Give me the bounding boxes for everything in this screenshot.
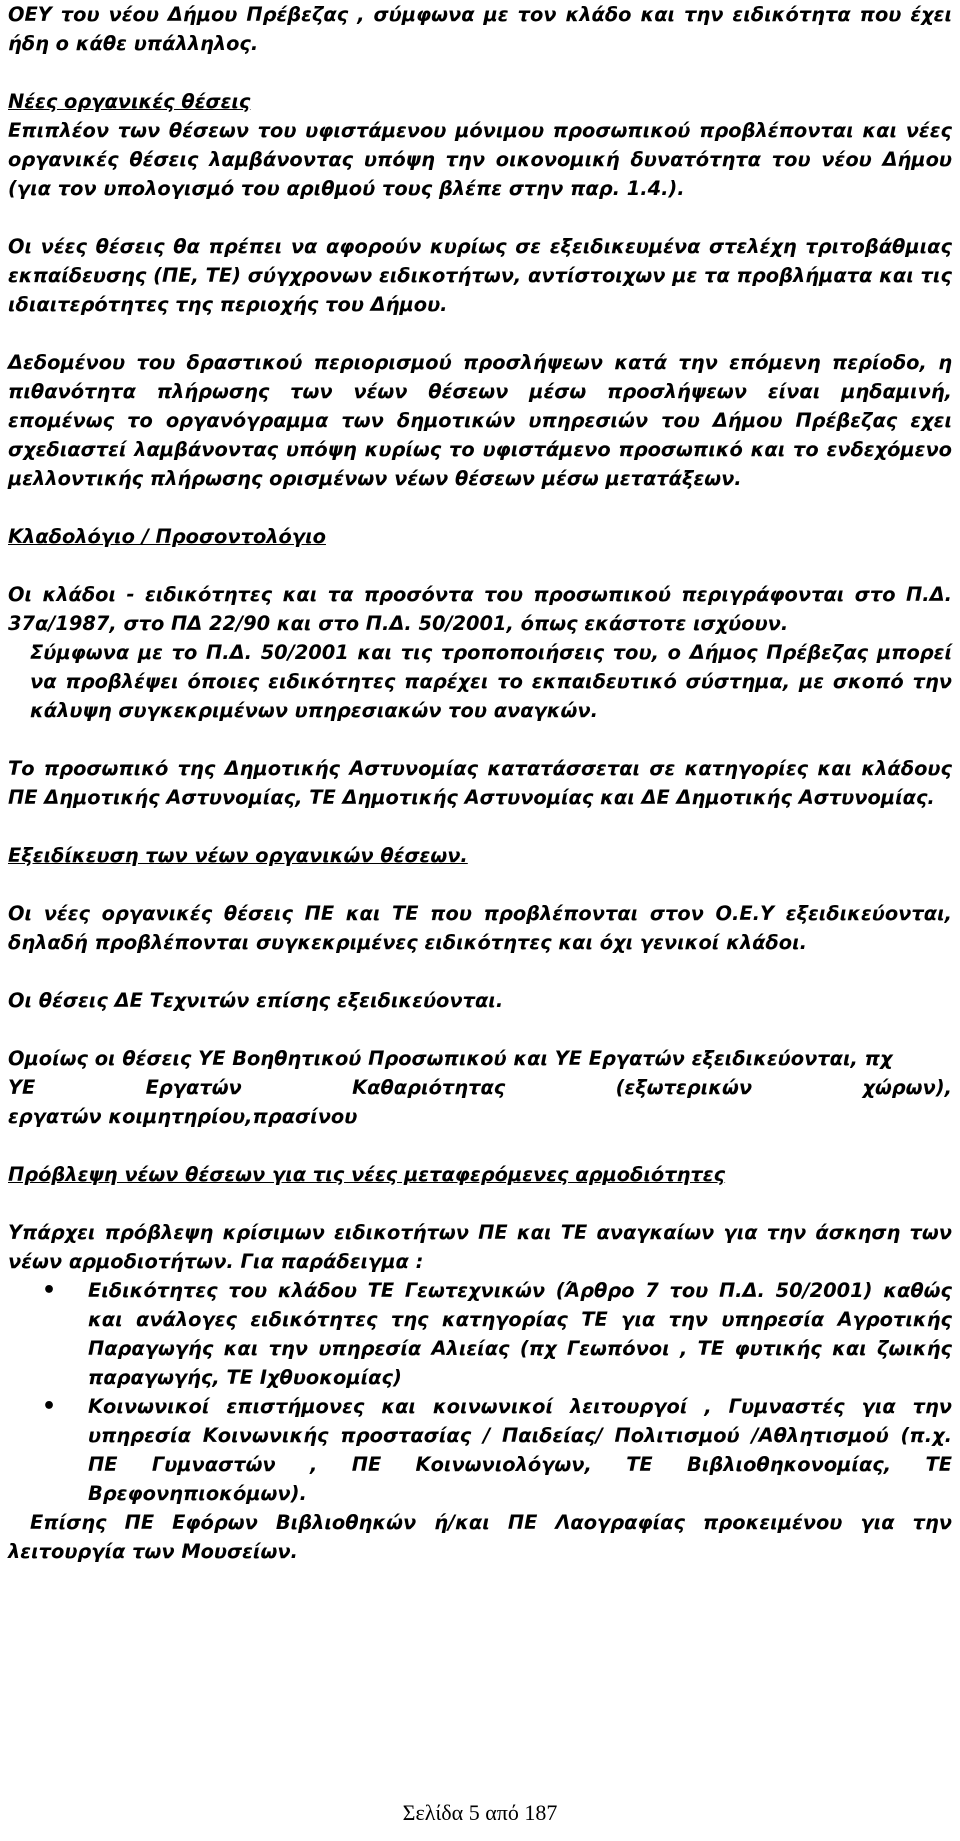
- provision-section-heading: Πρόβλεψη νέων θέσεων για τις νέες μεταφερόμενες αρμοδιότητες: [8, 1163, 726, 1186]
- list-item: • Ειδικότητες του κλάδου ΤΕ Γεωτεχνικών (Άρθρο 7 του Π.Δ. 50/2001) καθώς και ανάλογες ειδικότητες της κατηγορίας ΤΕ για την υπηρεσία Αγροτικής Παραγωγής και την υπηρεσία Αλιείας (πχ Γεωπόνοι , ΤΕ φυτικής και ζωικής παραγωγής, ΤΕ Ιχθυοκομίας): [8, 1276, 952, 1392]
- new-positions-heading: Νέες οργανικές θέσεις: [8, 90, 251, 113]
- new-positions-paragraph: Επιπλέον των θέσεων του υφιστάμενου μόνιμου προσωπικού προβλέπονται και νέες οργανικές θέσεις λαμβάνοντας υπόψη την οικονομική δυνατότητα του νέου Δήμου (για τον υπολογισμό του αριθμού τους βλέπε στην παρ. 1.4.).: [8, 119, 952, 200]
- provision-bullet-list: [8, 1276, 952, 1508]
- list-item: • Κοινωνικοί επιστήμονες και κοινωνικοί λειτουργοί , Γυμναστές για την υπηρεσία Κοινωνικής προστασίας / Παιδείας/ Πολιτισμού /Αθλητισμού (π.χ. ΠΕ Γυμναστών , ΠΕ Κοινωνιολόγων, ΤΕ Βιβλιοθηκονομίας, ΤΕ Βρεφονηπιοκόμων).: [8, 1392, 952, 1508]
- branch-section-paragraph-2: Σύμφωνα με το Π.Δ. 50/2001 και τις τροποποιήσεις του, ο Δήμος Πρέβεζας μπορεί να προβλέψει όποιες ειδικότητες παρέχει το εκπαιδευτικό σύστημα, με σκοπό την κάλυψη συγκεκριμένων υπηρεσιακών του αναγκών.: [30, 641, 952, 722]
- police-paragraph: Το προσωπικό της Δημοτικής Αστυνομίας κατατάσσεται σε κατηγορίες και κλάδους ΠΕ Δημοτικής Αστυνομίας, ΤΕ Δημοτικής Αστυνομίας και ΔΕ Δημοτικής Αστυνομίας.: [8, 757, 952, 809]
- page-footer: Σελίδα 5 από 187: [402, 1800, 558, 1825]
- specialization-paragraph-2: Οι θέσεις ΔΕ Τεχνιτών επίσης εξειδικεύονται.: [8, 989, 504, 1012]
- specialization-paragraph-3: Ομοίως οι θέσεις ΥΕ Βοηθητικού Προσωπικού και ΥΕ Εργατών εξειδικεύονται, πχ: [8, 1047, 893, 1070]
- hiring-restriction-paragraph: Δεδομένου του δραστικού περιορισμού προσλήψεων κατά την επόμενη περίοδο, η πιθανότητα πλήρωσης των νέων θέσεων μέσω προσλήψεων είναι μηδαμινή, επομένως το οργανόγραμμα των δημοτικών υπηρεσιών του Δήμου Πρέβεζας εχει σχεδιαστεί λαμβάνοντας υπόψη κυρίως το υφιστάμενο προσωπικό και το ενδεχόμενο μελλοντικής πλήρωσης ορισμένων νέων θέσεων μέσω μετατάξεων.: [8, 351, 952, 490]
- ue-word-2: Εργατών: [145, 1076, 242, 1099]
- ue-word-5: χώρων),: [862, 1076, 952, 1099]
- ue-word-1: ΥΕ: [8, 1076, 36, 1099]
- ue-word-4: (εξωτερικών: [615, 1076, 753, 1099]
- ue-workers-line: [8, 1073, 952, 1102]
- specialization-section-heading: Εξειδίκευση των νέων οργανικών θέσεων.: [8, 844, 468, 867]
- specialization-paragraph-4: εργατών κοιμητηρίου,πρασίνου: [8, 1105, 358, 1128]
- branch-section-paragraph-1: Οι κλάδοι - ειδικότητες και τα προσόντα του προσωπικού περιγράφονται στο Π.Δ. 37α/1987, στο ΠΔ 22/90 και στο Π.Δ. 50/2001, όπως εκάστοτε ισχύουν.: [8, 583, 952, 635]
- intro-paragraph: ΟΕΥ του νέου Δήμου Πρέβεζας , σύμφωνα με τον κλάδο και την ειδικότητα που έχει ήδη ο κάθε υπάλληλος.: [8, 3, 952, 55]
- provision-paragraph-1: Υπάρχει πρόβλεψη κρίσιμων ειδικοτήτων ΠΕ και ΤΕ αναγκαίων για την άσκηση των νέων αρμοδιοτήτων. Για παράδειγμα :: [8, 1221, 952, 1273]
- branch-section-heading: Κλαδολόγιο / Προσοντολόγιο: [8, 525, 326, 548]
- provision-paragraph-2: Επίσης ΠΕ Εφόρων Βιβλιοθηκών ή/και ΠΕ Λαογραφίας προκειμένου για την λειτουργία των Μουσείων.: [8, 1511, 952, 1563]
- specialization-paragraph-1: Οι νέες οργανικές θέσεις ΠΕ και ΤΕ που προβλέπονται στον Ο.Ε.Υ εξειδικεύονται, δηλαδή προβλέπονται συγκεκριμένες ειδικότητες και όχι γενικοί κλάδοι.: [8, 902, 952, 954]
- document-page: [8, 0, 952, 1566]
- specialized-staff-paragraph: Οι νέες θέσεις θα πρέπει να αφορούν κυρίως σε εξειδικευμένα στελέχη τριτοβάθμιας εκπαίδευσης (ΠΕ, ΤΕ) σύγχρονων ειδικοτήτων, αντίστοιχων με τα προβλήματα και τις ιδιαιτερότητες της περιοχής του Δήμου.: [8, 235, 952, 316]
- ue-word-3: Καθαριότητας: [352, 1076, 506, 1099]
